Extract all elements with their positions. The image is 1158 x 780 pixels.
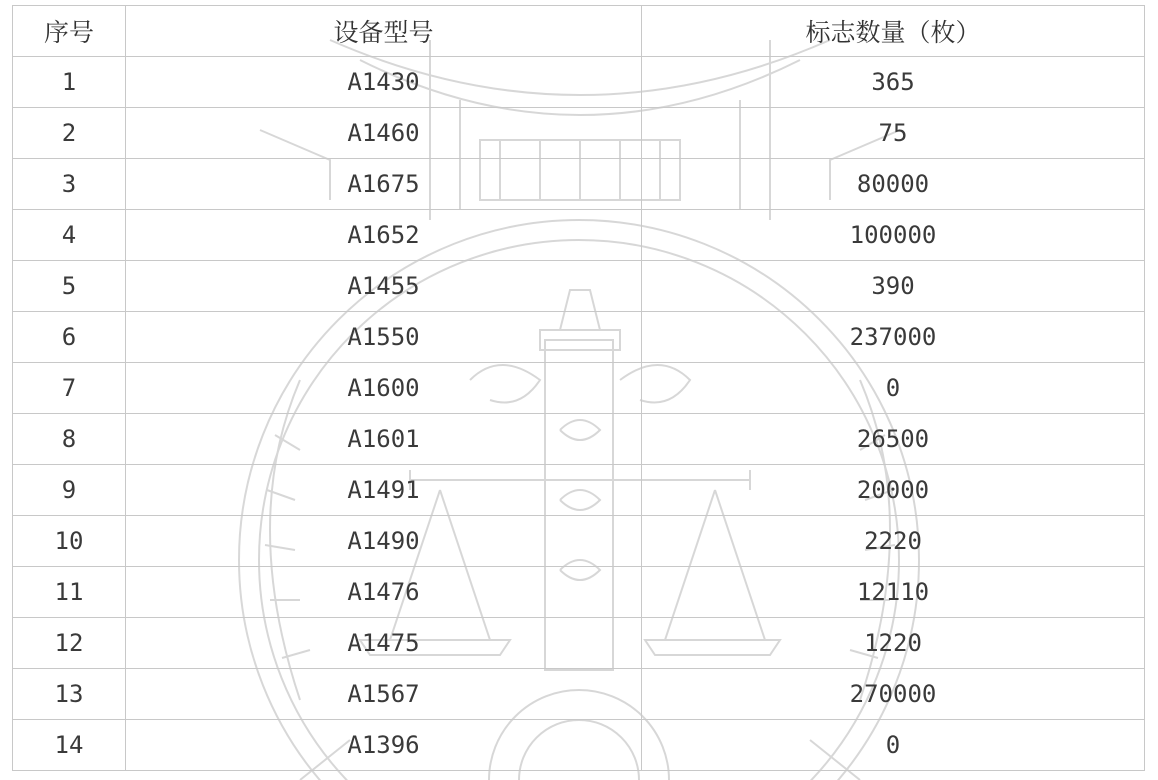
cell-device-model: A1550: [126, 312, 642, 363]
header-mark-count: 标志数量（枚）: [642, 6, 1145, 57]
cell-device-model: A1460: [126, 108, 642, 159]
cell-mark-count: 80000: [642, 159, 1145, 210]
cell-index: 7: [13, 363, 126, 414]
cell-device-model: A1652: [126, 210, 642, 261]
table-row: [13, 210, 1145, 261]
table-row: [13, 516, 1145, 567]
cell-index: 9: [13, 465, 126, 516]
cell-device-model: A1600: [126, 363, 642, 414]
cell-index: 12: [13, 618, 126, 669]
table-row: [13, 159, 1145, 210]
cell-device-model: A1396: [126, 720, 642, 771]
cell-index: 11: [13, 567, 126, 618]
table-row: [13, 567, 1145, 618]
table-row: [13, 720, 1145, 771]
cell-index: 4: [13, 210, 126, 261]
cell-index: 1: [13, 57, 126, 108]
cell-mark-count: 1220: [642, 618, 1145, 669]
cell-mark-count: 75: [642, 108, 1145, 159]
cell-index: 10: [13, 516, 126, 567]
table-row: [13, 312, 1145, 363]
cell-mark-count: 12110: [642, 567, 1145, 618]
cell-device-model: A1491: [126, 465, 642, 516]
cell-index: 5: [13, 261, 126, 312]
header-index: 序号: [13, 6, 126, 57]
device-quantity-table: [12, 5, 1145, 771]
table-row: [13, 108, 1145, 159]
cell-mark-count: 0: [642, 720, 1145, 771]
table-row: [13, 261, 1145, 312]
cell-index: 8: [13, 414, 126, 465]
cell-device-model: A1455: [126, 261, 642, 312]
cell-index: 3: [13, 159, 126, 210]
cell-device-model: A1490: [126, 516, 642, 567]
table-row: [13, 414, 1145, 465]
cell-device-model: A1601: [126, 414, 642, 465]
cell-mark-count: 26500: [642, 414, 1145, 465]
cell-mark-count: 100000: [642, 210, 1145, 261]
cell-device-model: A1675: [126, 159, 642, 210]
table-row: [13, 618, 1145, 669]
cell-device-model: A1567: [126, 669, 642, 720]
cell-mark-count: 20000: [642, 465, 1145, 516]
cell-device-model: A1475: [126, 618, 642, 669]
cell-mark-count: 365: [642, 57, 1145, 108]
table-row: [13, 57, 1145, 108]
table-header-row: [13, 6, 1145, 57]
cell-index: 2: [13, 108, 126, 159]
cell-index: 13: [13, 669, 126, 720]
cell-device-model: A1476: [126, 567, 642, 618]
header-device-model: 设备型号: [126, 6, 642, 57]
cell-mark-count: 2220: [642, 516, 1145, 567]
table-row: [13, 363, 1145, 414]
cell-mark-count: 0: [642, 363, 1145, 414]
cell-device-model: A1430: [126, 57, 642, 108]
cell-index: 14: [13, 720, 126, 771]
cell-index: 6: [13, 312, 126, 363]
table-row: [13, 669, 1145, 720]
cell-mark-count: 237000: [642, 312, 1145, 363]
cell-mark-count: 390: [642, 261, 1145, 312]
table-row: [13, 465, 1145, 516]
cell-mark-count: 270000: [642, 669, 1145, 720]
